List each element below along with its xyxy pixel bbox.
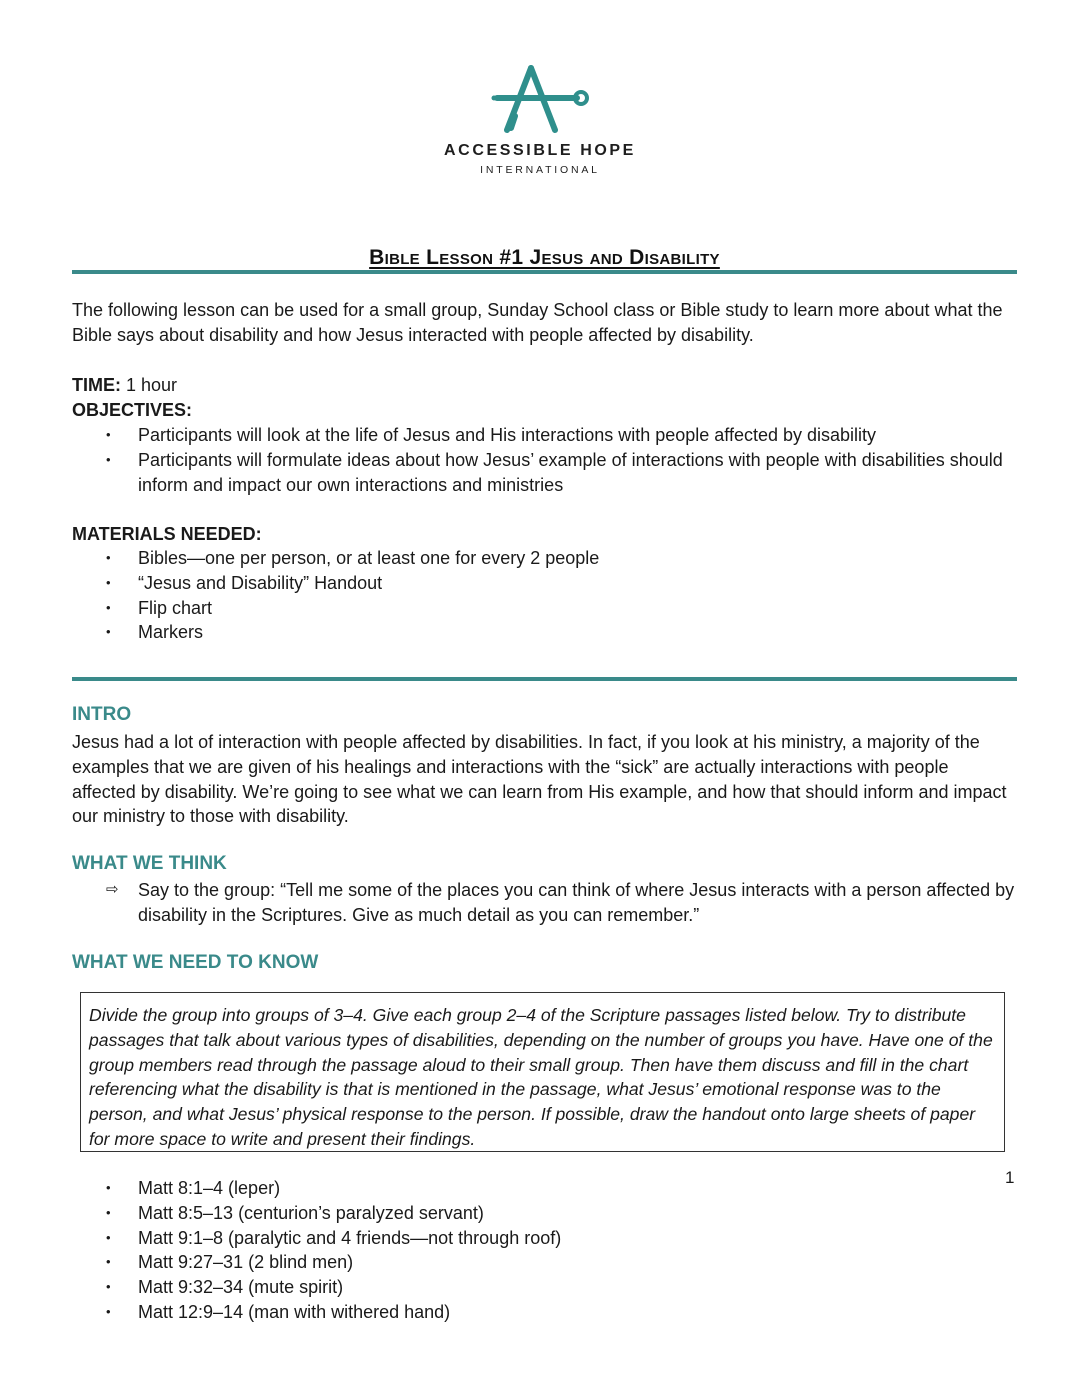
list-item: • Flip chart xyxy=(72,596,1017,621)
objectives-list xyxy=(72,423,1017,497)
what-we-think-list xyxy=(72,878,1017,928)
section-divider xyxy=(72,677,1017,681)
intro-text: Jesus had a lot of interaction with people affected by disabilities. In fact, if you look at his ministry, a majority of the examples that we are given of his healings and interactions with the “sick” are actually interactions with people affected by disability. We’re going to see what we can learn from His example, and how that should inform and impact our ministry to those with disability. xyxy=(72,732,1007,827)
objectives-label: OBJECTIVES: xyxy=(72,400,193,420)
list-item: • Participants will formulate ideas about how Jesus’ example of interactions with people with disabilities should inform and impact our own interactions and ministries xyxy=(72,448,1017,498)
list-item: ⇨ Say to the group: “Tell me some of the places you can think of where Jesus interacts with a person affected by disability in the Scriptures. Give as much detail as you can remember.” xyxy=(72,878,1017,928)
list-item: • Matt 9:27–31 (2 blind men) xyxy=(72,1250,1017,1275)
materials-list xyxy=(72,546,1017,645)
list-item: • Matt 8:1–4 (leper) xyxy=(72,1176,1017,1201)
page-title-text: Bible Lesson #1 Jesus and Disability xyxy=(369,246,720,269)
logo xyxy=(0,58,1080,176)
list-item: • Participants will look at the life of Jesus and His interactions with people affected by disability xyxy=(72,423,1017,448)
list-item: • Matt 8:5–13 (centurion’s paralyzed servant) xyxy=(72,1201,1017,1226)
time-value: 1 hour xyxy=(126,375,178,395)
logo-name: ACCESSIBLE HOPE xyxy=(444,142,636,159)
title-divider xyxy=(72,270,1017,274)
page-number: 1 xyxy=(1005,1168,1015,1187)
list-item: • Matt 9:32–34 (mute spirit) xyxy=(72,1275,1017,1300)
intro-heading: INTRO xyxy=(72,704,132,725)
logo-subtitle: INTERNATIONAL xyxy=(480,164,600,176)
accessible-hope-logo-icon xyxy=(485,58,595,138)
list-item: • Matt 12:9–14 (man with withered hand) xyxy=(72,1300,1017,1325)
list-item: • Markers xyxy=(72,620,1017,645)
need-to-know-heading: WHAT WE NEED TO KNOW xyxy=(72,952,319,973)
what-we-think-heading: WHAT WE THINK xyxy=(72,853,227,874)
intro-paragraph: The following lesson can be used for a small group, Sunday School class or Bible study to learn more about what the Bible says about disability and how Jesus interacted with people affected by disability. xyxy=(72,300,1003,345)
list-item: • “Jesus and Disability” Handout xyxy=(72,571,1017,596)
list-item: • Bibles—one per person, or at least one for every 2 people xyxy=(72,546,1017,571)
instructions-box: Divide the group into groups of 3–4. Give each group 2–4 of the Scripture passages listed below. Try to distribute passages that talk about various types of disabilities, depending on the number of groups you have. Have one of the group members read through the passage aloud to their small group. Then have them discuss and fill in the chart referencing what the disability is that is mentioned in the passage, what Jesus’ emotional response was to the person, and what Jesus’ physical response to the person. If possible, draw the handout onto large sheets of paper for more space to write and present their findings. xyxy=(80,992,1005,1152)
list-item: • Matt 9:1–8 (paralytic and 4 friends—not through roof) xyxy=(72,1226,1017,1251)
page-title xyxy=(72,246,1017,270)
time-label: TIME: xyxy=(72,375,121,395)
time-line xyxy=(72,373,1017,398)
passages-list xyxy=(72,1176,1017,1325)
materials-label: MATERIALS NEEDED: xyxy=(72,524,262,544)
